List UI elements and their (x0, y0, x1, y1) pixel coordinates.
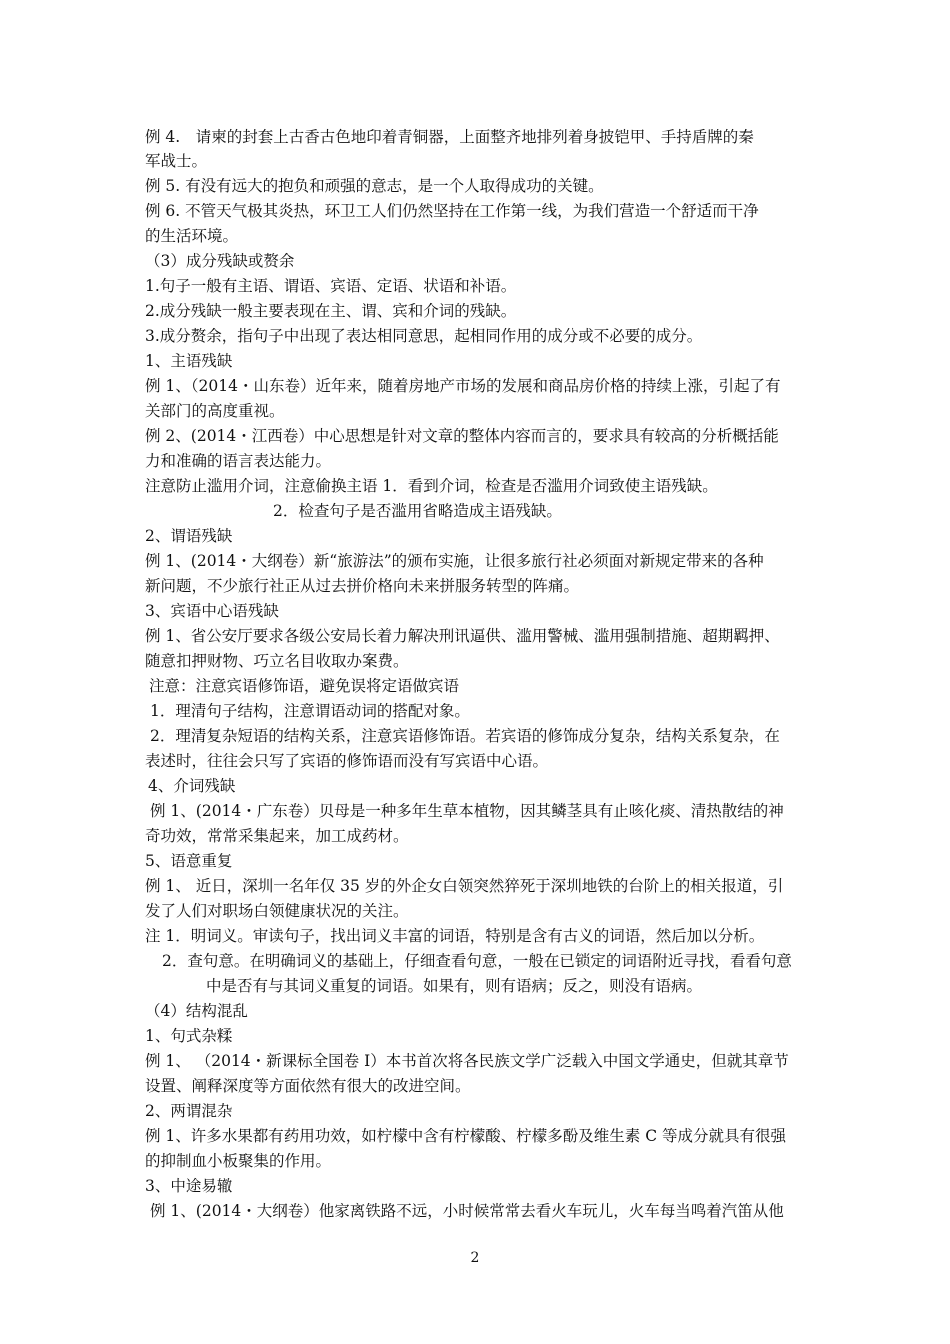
subheading: 5、语意重复 (145, 852, 233, 870)
text-line: 2．查句意。在明确词义的基础上，仔细查看句意，一般在已锁定的词语附近寻找，看看句意 (162, 952, 792, 970)
text-line: 例 1、省公安厅要求各级公安局长着力解决刑讯逼供、滥用警械、滥用强制措施、超期羁押、 (145, 627, 780, 645)
subheading: 2、两谓混杂 (145, 1102, 233, 1120)
text-line: 例 4. 请柬的封套上古香古色地印着青铜器，上面整齐地排列着身披铠甲、手持盾牌的秦 (145, 128, 754, 146)
text-line: 例 1、许多水果都有药用功效，如柠檬中含有柠檬酸、柠檬多酚及维生素 C 等成分就具有很强 (145, 1127, 787, 1145)
text-line: 1．理清句子结构，注意谓语动词的搭配对象。 (150, 702, 470, 720)
text-line: 例 2、(2014・江西卷）中心思想是针对文章的整体内容而言的，要求具有较高的分析概括能 (145, 427, 779, 445)
text-line: 例 5. 有没有远大的抱负和顽强的意志，是一个人取得成功的关键。 (145, 177, 604, 195)
text-line: 发了人们对职场白领健康状况的关注。 (145, 902, 409, 920)
text-line: 例 1、 近日，深圳一名年仅 35 岁的外企女白领突然猝死于深圳地铁的台阶上的相关报道，引 (145, 877, 784, 895)
text-line: 例 1、(2014・大纲卷）新“旅游法”的颁布实施，让很多旅行社必须面对新规定带来的各种 (145, 552, 764, 570)
text-line: 设置、阐释深度等方面依然有很大的改进空间。 (145, 1077, 471, 1095)
section-heading: （4）结构混乱 (145, 1002, 248, 1020)
text-line: 关部门的高度重视。 (145, 402, 285, 420)
subheading: 1、句式杂糅 (145, 1027, 233, 1045)
text-line: 例 6. 不管天气极其炎热，环卫工人们仍然坚持在工作第一线，为我们营造一个舒适而干净 (145, 202, 759, 220)
text-line: 3.成分赘余，指句子中出现了表达相同意思，起相同作用的成分或不必要的成分。 (145, 327, 703, 345)
text-line: 2．理清复杂短语的结构关系，注意宾语修饰语。若宾语的修饰成分复杂，结构关系复杂，在 (150, 727, 780, 745)
text-line: 中是否有与其词义重复的词语。如果有，则有语病；反之，则没有语病。 (206, 977, 703, 995)
subheading: 3、中途易辙 (145, 1177, 233, 1195)
subheading: 4、介词残缺 (148, 777, 236, 795)
text-line: 2．检查句子是否滥用省略造成主语残缺。 (273, 502, 562, 520)
text-line: 的抑制血小板聚集的作用。 (145, 1152, 332, 1170)
text-line: 表述时，往往会只写了宾语的修饰语而没有写宾语中心语。 (145, 752, 549, 770)
text-line: 注意防止滥用介词，注意偷换主语 1．看到介词，检查是否滥用介词致使主语残缺。 (145, 477, 718, 495)
text-line: 注 1．明词义。审读句子，找出词义丰富的词语，特别是含有古义的词语，然后加以分析。 (145, 927, 765, 945)
text-line: 军战士。 (145, 152, 208, 170)
text-line: 例 1、 （2014・新课标全国卷 I）本书首次将各民族文学广泛载入中国文学通史，但就其章节 (145, 1052, 789, 1070)
text-line: 注意：注意宾语修饰语，避免误将定语做宾语 (149, 677, 460, 695)
text-line: 奇功效，常常采集起来，加工成药材。 (145, 827, 409, 845)
subheading: 1、主语残缺 (145, 352, 233, 370)
subheading: 3、宾语中心语残缺 (145, 602, 279, 620)
text-line: 例 1、（2014・山东卷）近年来，随着房地产市场的发展和商品房价格的持续上涨，引起了有 (145, 377, 781, 395)
text-line: 随意扣押财物、巧立名目收取办案费。 (145, 652, 409, 670)
text-line: 2.成分残缺一般主要表现在主、谓、宾和介词的残缺。 (145, 302, 517, 320)
text-line: 新问题，不少旅行社正从过去拼价格向未来拼服务转型的阵痛。 (145, 577, 580, 595)
text-line: 1.句子一般有主语、谓语、宾语、定语、状语和补语。 (145, 277, 517, 295)
section-heading: （3）成分残缺或赘余 (145, 252, 295, 270)
text-line: 的生活环境。 (145, 227, 239, 245)
text-line: 例 1、(2014・大纲卷）他家离铁路不远，小时候常常去看火车玩儿，火车每当鸣着汽笛从他 (150, 1202, 784, 1220)
text-line: 力和准确的语言表达能力。 (145, 452, 332, 470)
subheading: 2、谓语残缺 (145, 527, 233, 545)
text-line: 例 1、(2014・广东卷）贝母是一种多年生草本植物，因其鳞茎具有止咳化痰、清热散结的神 (150, 802, 784, 820)
page-number: 2 (470, 1250, 480, 1266)
